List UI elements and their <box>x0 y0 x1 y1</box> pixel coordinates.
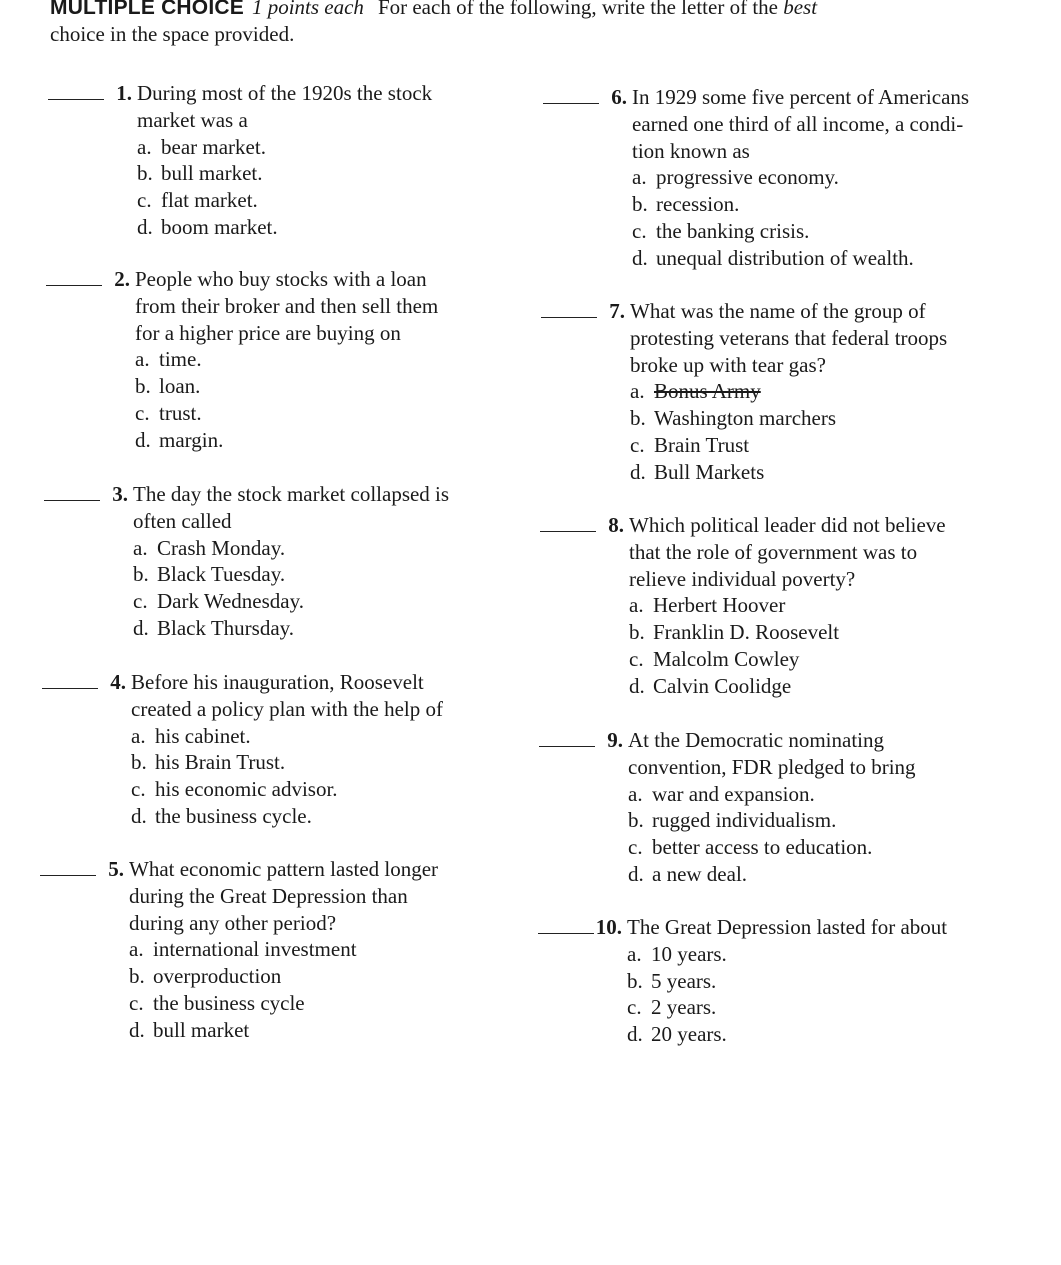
choice-b: b. recession. <box>632 192 740 217</box>
answer-blank-6[interactable] <box>543 85 599 104</box>
question-number: 1. <box>116 81 132 105</box>
choice-d: d. Calvin Coolidge <box>629 673 792 698</box>
question-3 <box>44 481 514 642</box>
question-text-continued: earned one third of all income, a condi- tion known as <box>632 111 964 163</box>
choice-a: a. his cabinet. <box>131 723 251 748</box>
choice-c: c. 2 years. <box>627 995 717 1020</box>
instructions-emphasis: best <box>783 0 818 19</box>
question-text: What economic pattern lasted longer <box>129 857 439 881</box>
question-text: At the Democratic nominating <box>628 728 885 752</box>
question-number: 9. <box>607 728 623 752</box>
choice-c: c. the business cycle <box>129 990 305 1015</box>
question-text-continued: that the role of government was to relieve individual poverty? <box>629 539 918 591</box>
choice-c: c. the banking crisis. <box>632 218 810 243</box>
choice-b: b. Black Tuesday. <box>133 562 286 587</box>
question-2 <box>46 266 516 454</box>
choice-d: d. unequal distribution of wealth. <box>632 245 914 270</box>
choice-d: d. Bull Markets <box>630 459 765 484</box>
question-number: 5. <box>108 857 124 881</box>
question-4 <box>42 669 512 830</box>
question-text: In 1929 some five percent of Americans <box>632 85 970 109</box>
question-text-continued: market was a <box>137 107 248 132</box>
question-number: 2. <box>114 267 130 291</box>
question-number: 8. <box>608 513 624 537</box>
choice-a: a. progressive economy. <box>632 165 839 190</box>
question-text-continued: often called <box>133 508 232 533</box>
choice-a: a. international investment <box>129 937 357 962</box>
question-text: What was the name of the group of <box>630 299 926 323</box>
choice-a: a. Crash Monday. <box>133 535 286 560</box>
choice-d: d. boom market. <box>137 214 278 239</box>
question-text: The Great Depression lasted for about <box>627 915 948 939</box>
question-text: Before his inauguration, Roosevelt <box>131 670 424 694</box>
choice-d: d. bull market <box>129 1017 250 1042</box>
question-text-continued: during the Great Depression than during any other period? <box>129 883 408 935</box>
choice-c: c. trust. <box>135 400 202 425</box>
choice-c: c. Malcolm Cowley <box>629 646 800 671</box>
choice-d: d. 20 years. <box>627 1022 727 1047</box>
choice-b: b. Washington marchers <box>630 406 837 431</box>
answer-blank-4[interactable] <box>42 670 98 689</box>
instructions-header <box>50 0 950 48</box>
question-8 <box>540 512 1010 700</box>
answer-blank-10[interactable] <box>538 915 594 934</box>
choice-a: a. war and expansion. <box>628 781 815 806</box>
answer-blank-7[interactable] <box>541 299 597 318</box>
choice-d: d. margin. <box>135 427 224 452</box>
question-text: During most of the 1920s the stock <box>137 81 433 105</box>
choice-d: d. a new deal. <box>628 861 748 886</box>
instructions-text: For each of the following, write the letter of the <box>377 0 778 19</box>
choice-c: c. Brain Trust <box>630 432 750 457</box>
choice-b: b. overproduction <box>129 964 282 989</box>
answer-blank-2[interactable] <box>46 267 102 286</box>
instructions-text-continued: choice in the space provided. <box>50 22 295 46</box>
points-label: 1 points each <box>251 0 364 19</box>
choice-c: c. flat market. <box>137 188 258 213</box>
choice-b: b. bull market. <box>137 161 263 186</box>
question-number: 7. <box>609 299 625 323</box>
question-7 <box>541 298 1011 486</box>
question-5 <box>40 856 510 1044</box>
choice-a: a. Herbert Hoover <box>629 593 786 618</box>
answer-blank-1[interactable] <box>48 81 104 100</box>
question-number: 3. <box>112 482 128 506</box>
question-text-continued: created a policy plan with the help of <box>131 696 443 721</box>
choice-a: a. Bonus Army <box>630 379 761 404</box>
question-text: The day the stock market collapsed is <box>133 482 450 506</box>
section-title: MULTIPLE CHOICE <box>50 0 244 19</box>
choice-a: a. bear market. <box>137 134 266 159</box>
choice-b: b. Franklin D. Roosevelt <box>629 620 840 645</box>
answer-blank-8[interactable] <box>540 513 596 532</box>
question-text-continued: protesting veterans that federal troops broke up with tear gas? <box>630 325 948 377</box>
question-6 <box>543 84 1013 272</box>
question-10 <box>538 914 1008 1048</box>
answer-blank-3[interactable] <box>44 482 100 501</box>
choice-a: a. time. <box>135 347 202 372</box>
choice-c: c. better access to education. <box>628 835 873 860</box>
choice-a: a. 10 years. <box>627 941 727 966</box>
question-text-continued: from their broker and then sell them for a higher price are buying on <box>135 293 439 345</box>
question-text: Which political leader did not believe <box>629 513 946 537</box>
question-number: 10. <box>595 915 622 939</box>
question-1 <box>48 80 518 241</box>
answer-blank-9[interactable] <box>539 728 595 747</box>
choice-c: c. his economic advisor. <box>131 777 338 802</box>
choice-b: b. loan. <box>135 374 201 399</box>
choice-b: b. rugged individualism. <box>628 808 837 833</box>
choice-c: c. Dark Wednesday. <box>133 589 305 614</box>
choice-b: b. his Brain Trust. <box>131 750 286 775</box>
choice-d: d. Black Thursday. <box>133 615 295 640</box>
question-number: 4. <box>110 670 126 694</box>
choice-b: b. 5 years. <box>627 968 717 993</box>
answer-blank-5[interactable] <box>40 857 96 876</box>
choice-d: d. the business cycle. <box>131 803 312 828</box>
question-text-continued: convention, FDR pledged to bring <box>628 754 916 779</box>
question-9 <box>539 727 1009 888</box>
question-text: People who buy stocks with a loan <box>135 267 427 291</box>
question-number: 6. <box>611 85 627 109</box>
